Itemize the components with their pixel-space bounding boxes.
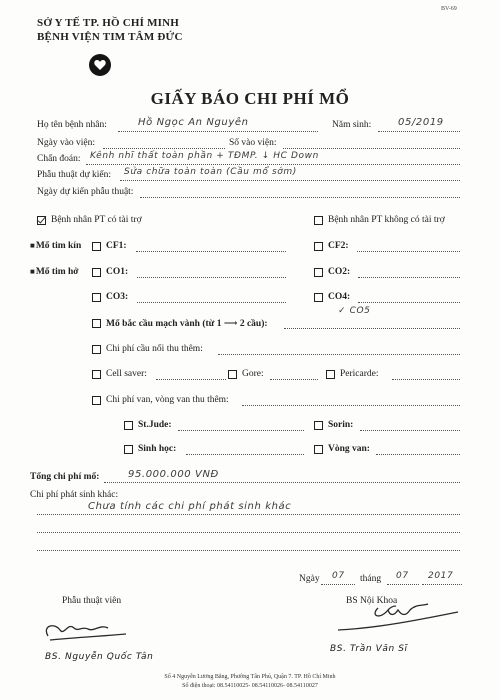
- gore-option[interactable]: [228, 369, 264, 379]
- cf2-label: CF2:: [328, 241, 349, 251]
- co1-checkbox[interactable]: [92, 268, 101, 277]
- co3-line: [137, 302, 286, 303]
- gore-checkbox[interactable]: [228, 370, 237, 379]
- sorin-line: [360, 430, 460, 431]
- bio-valve-line: [186, 454, 304, 455]
- valve-cost-line: [242, 405, 460, 406]
- date-month-label: tháng: [360, 574, 382, 584]
- diagnosis-label: Chẩn đoán:: [37, 154, 81, 164]
- hospital-logo: [89, 54, 111, 76]
- extra-cost-line-3: [37, 550, 460, 551]
- bypass-cost-option[interactable]: [92, 344, 203, 354]
- admit-date-label: Ngày vào viện:: [37, 138, 96, 148]
- date-year-value: 2017: [428, 571, 454, 581]
- sponsored-option[interactable]: [37, 215, 142, 225]
- date-month-line: [387, 584, 419, 585]
- cf1-option[interactable]: [92, 241, 127, 251]
- dob-label: Năm sinh:: [332, 120, 372, 130]
- date-day-label: Ngày: [299, 574, 320, 584]
- ring-label: Vòng van:: [328, 444, 370, 454]
- surgeon-title: Phẫu thuật viên: [62, 596, 122, 606]
- extra-cost-line-1: [37, 514, 460, 515]
- pericarde-checkbox[interactable]: [326, 370, 335, 379]
- co4-checkbox[interactable]: [314, 293, 323, 302]
- surgery-date-label: Ngày dự kiến phẫu thuật:: [37, 187, 134, 197]
- cf2-line: [357, 251, 460, 252]
- sorin-label: Sorin:: [328, 420, 354, 430]
- extra-cost-value: Chưa tính các chi phí phát sinh khác: [88, 501, 292, 512]
- co4-option[interactable]: [314, 292, 350, 302]
- internist-name: BS. Trần Văn Sĩ: [330, 644, 408, 654]
- cabg-option[interactable]: [92, 318, 268, 329]
- diagnosis-value: Kênh nhĩ thất toàn phần + TĐMP. ↓ HC Down: [90, 151, 319, 161]
- date-year-line: [422, 584, 462, 585]
- department-name: SỞ Y TẾ TP. HỒ CHÍ MINH: [37, 17, 180, 29]
- total-line: [104, 482, 460, 483]
- total-value: 95.000.000 VNĐ: [128, 469, 219, 480]
- admit-no-line: [283, 148, 460, 149]
- co3-option[interactable]: [92, 292, 128, 302]
- cf2-checkbox[interactable]: [314, 242, 323, 251]
- extra-cost-line-2: [37, 532, 460, 533]
- date-day-line: [321, 584, 355, 585]
- diagnosis-line: [86, 164, 460, 165]
- surgery-line: [120, 180, 460, 181]
- extra-cost-label: Chi phí phát sinh khác:: [30, 490, 119, 500]
- cf1-checkbox[interactable]: [92, 242, 101, 251]
- gore-label: Gore:: [242, 369, 264, 379]
- internist-signature: [318, 598, 468, 638]
- surgeon-name: BS. Nguyễn Quốc Tân: [45, 652, 154, 662]
- bypass-cost-checkbox[interactable]: [92, 345, 101, 354]
- surgery-date-line: [140, 197, 460, 198]
- co1-line: [137, 277, 286, 278]
- cell-saver-label: Cell saver:: [106, 369, 147, 379]
- sponsored-checkbox[interactable]: [37, 216, 46, 225]
- st-jude-checkbox[interactable]: [124, 421, 133, 430]
- cabg-line: [284, 328, 460, 329]
- st-jude-line: [178, 430, 304, 431]
- patient-name-value: Hồ Ngọc An Nguyên: [138, 117, 249, 128]
- admit-no-label: Số vào viện:: [229, 138, 277, 148]
- ring-line: [376, 454, 460, 455]
- sorin-checkbox[interactable]: [314, 421, 323, 430]
- co3-label: CO3:: [106, 292, 129, 302]
- bio-valve-option[interactable]: [124, 444, 176, 454]
- co4-handwritten-note: ✓ CO5: [338, 306, 371, 316]
- cf1-label: CF1:: [106, 241, 127, 251]
- surgery-label: Phẫu thuật dự kiến:: [37, 170, 112, 180]
- co2-checkbox[interactable]: [314, 268, 323, 277]
- closed-heart-label: ■Mổ tim kín: [30, 241, 82, 251]
- valve-cost-checkbox[interactable]: [92, 396, 101, 405]
- document-title: GIẤY BÁO CHI PHÍ MỔ: [150, 89, 350, 108]
- bypass-cost-line: [218, 354, 460, 355]
- bullet-icon: ■: [30, 267, 35, 276]
- bullet-icon: ■: [30, 241, 35, 250]
- unsponsored-checkbox[interactable]: [314, 216, 323, 225]
- sorin-option[interactable]: [314, 420, 353, 430]
- admit-date-line: [103, 148, 225, 149]
- ring-checkbox[interactable]: [314, 445, 323, 454]
- cf1-line: [136, 251, 286, 252]
- patient-name-line: [118, 131, 318, 132]
- pericarde-option[interactable]: [326, 369, 379, 379]
- bio-valve-checkbox[interactable]: [124, 445, 133, 454]
- cabg-checkbox[interactable]: [92, 319, 101, 328]
- cabg-label: Mổ bắc cầu mạch vành (từ 1 ⟶ 2 cầu):: [106, 319, 268, 329]
- co1-label: CO1:: [106, 267, 129, 277]
- cf2-option[interactable]: [314, 241, 349, 251]
- co2-label: CO2:: [328, 267, 351, 277]
- co3-checkbox[interactable]: [92, 293, 101, 302]
- unsponsored-option[interactable]: [314, 215, 445, 225]
- co4-label: CO4:: [328, 292, 351, 302]
- surgery-value: Sửa chữa toàn toàn (Cầu mổ sớm): [124, 167, 297, 177]
- st-jude-option[interactable]: [124, 420, 172, 430]
- dob-line: [378, 131, 460, 132]
- co4-line: [358, 302, 460, 303]
- surgeon-signature: [40, 612, 130, 648]
- date-day-value: 07: [332, 571, 345, 581]
- footer-address: Số 4 Nguyễn Lương Bằng, Phường Tân Phú, Quận 7. TP. Hồ Chí Minh: [164, 674, 336, 680]
- heart-icon: [93, 58, 107, 72]
- patient-name-label: Họ tên bệnh nhân:: [37, 120, 107, 130]
- valve-cost-option[interactable]: [92, 395, 229, 405]
- pericarde-line: [392, 379, 460, 380]
- hospital-name: BỆNH VIỆN TIM TÂM ĐỨC: [37, 31, 183, 43]
- internist-title: BS Nội Khoa: [346, 596, 398, 606]
- pericarde-label: Pericarde:: [340, 369, 379, 379]
- co1-option[interactable]: [92, 267, 128, 277]
- bio-valve-label: Sinh học:: [138, 444, 177, 454]
- co2-line: [358, 277, 460, 278]
- gore-line: [270, 379, 318, 380]
- cell-saver-checkbox[interactable]: [92, 370, 101, 379]
- form-code: BV-69: [441, 6, 457, 12]
- total-label: Tổng chi phí mổ:: [30, 472, 100, 482]
- cell-saver-option[interactable]: [92, 369, 147, 379]
- ring-option[interactable]: [314, 444, 370, 454]
- open-heart-label: ■Mổ tim hở: [30, 267, 79, 277]
- footer-phone: Số điện thoại: 08.54110025- 08.54110026- 08.54110027: [182, 683, 318, 689]
- st-jude-label: St.Jude:: [138, 420, 172, 430]
- sponsored-label: Bệnh nhân PT có tài trợ: [51, 215, 142, 225]
- cell-saver-line: [156, 379, 226, 380]
- date-month-value: 07: [396, 571, 409, 581]
- unsponsored-label: Bệnh nhân PT không có tài trợ: [328, 215, 445, 225]
- dob-value: 05/2019: [398, 117, 444, 128]
- bypass-cost-label: Chi phí cầu nối thu thêm:: [106, 344, 203, 354]
- valve-cost-label: Chi phí van, vòng van thu thêm:: [106, 395, 229, 405]
- co2-option[interactable]: [314, 267, 350, 277]
